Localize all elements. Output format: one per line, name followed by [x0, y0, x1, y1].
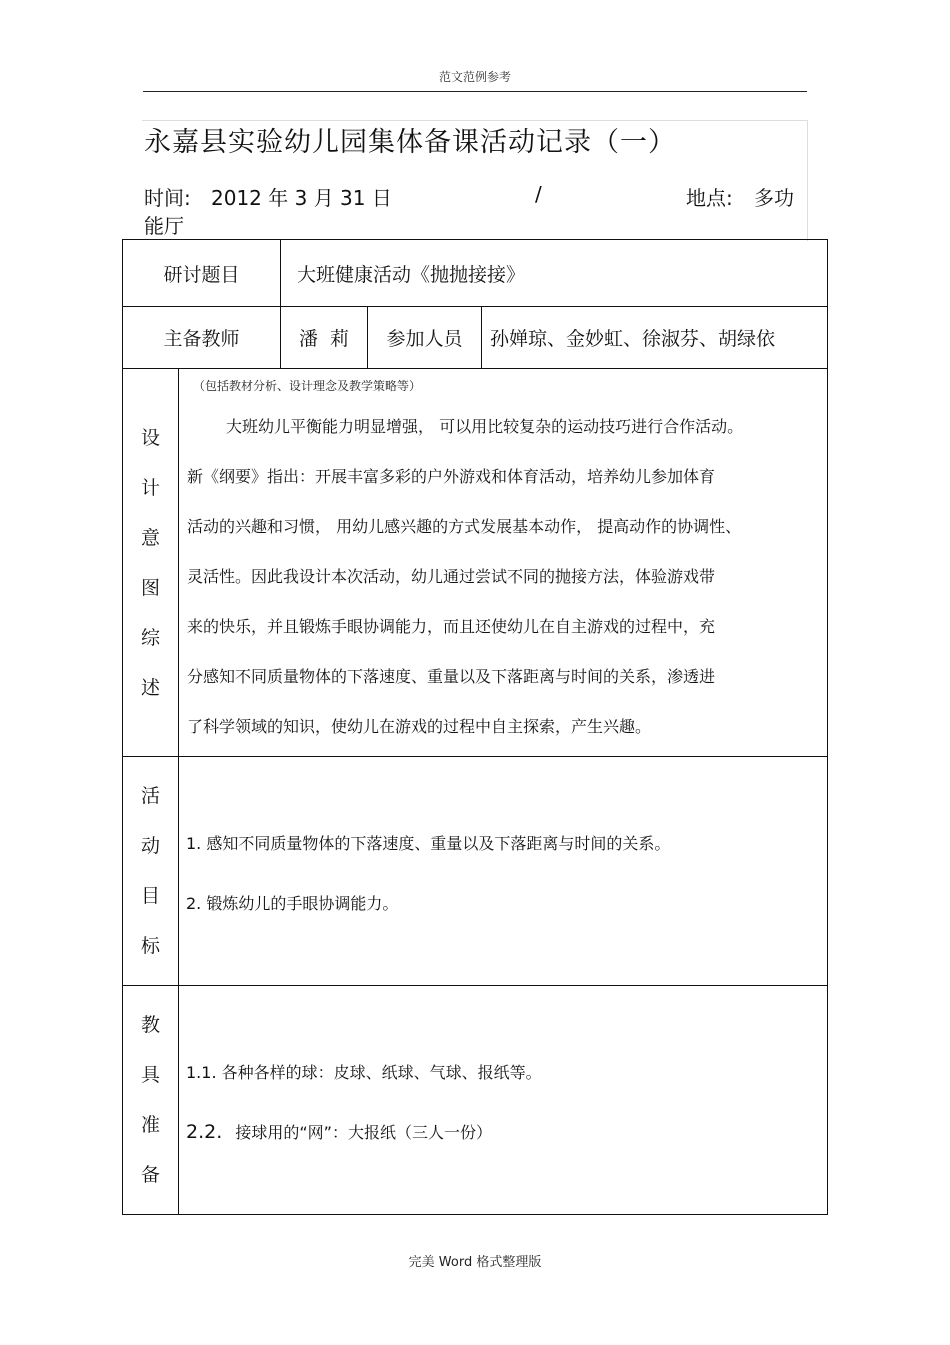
design-label-char: 设	[140, 426, 160, 449]
time-value: 2012 年 3 月 31 日	[211, 186, 392, 210]
place-label: 地点:	[686, 186, 733, 210]
goals-content	[179, 757, 828, 986]
goal-item: 1. 感知不同质量物体的下落速度、重量以及下落距离与时间的关系。	[186, 834, 671, 853]
material-item-2-text: 接球用的“网”：大报纸（三人一份）	[235, 1123, 492, 1142]
design-label	[123, 369, 179, 757]
design-label-char: 综	[140, 626, 160, 649]
design-label-char: 计	[140, 476, 160, 499]
design-row	[123, 369, 828, 757]
design-line: 分感知不同质量物体的下落速度、重量以及下落距离与时间的关系，渗透进	[187, 667, 716, 686]
materials-label-char: 教	[140, 1014, 160, 1036]
place-value-line2: 能厅	[144, 214, 184, 238]
material-item-1: 1.1. 各种各样的球：皮球、纸球、气球、报纸等。	[186, 1063, 542, 1082]
topic-row	[123, 240, 828, 307]
goals-row	[123, 757, 828, 986]
material-item-2-number: 2.2.	[186, 1121, 223, 1143]
materials-label-char: 具	[140, 1064, 160, 1086]
goals-label-char: 活	[140, 785, 160, 807]
materials-content	[179, 986, 828, 1215]
material-item-2	[186, 1120, 492, 1143]
header-rule	[143, 91, 807, 92]
materials-label	[123, 986, 179, 1215]
design-label-char: 图	[140, 576, 160, 599]
goals-label	[123, 757, 179, 986]
goals-label-char: 标	[140, 935, 160, 957]
meta-slash: /	[535, 182, 542, 206]
materials-label-char: 备	[140, 1164, 160, 1186]
goal-item: 2. 锻炼幼儿的手眼协调能力。	[186, 894, 399, 913]
design-label-char: 意	[140, 526, 160, 549]
design-line: 新《纲要》指出：开展丰富多彩的户外游戏和体育活动，培养幼儿参加体育	[187, 467, 716, 486]
page-footer: 完美 Word 格式整理版	[408, 1255, 542, 1270]
materials-label-char: 准	[140, 1114, 160, 1136]
materials-row	[123, 986, 828, 1215]
design-content	[179, 369, 828, 757]
design-line: 来的快乐，并且锻炼手眼协调能力，而且还使幼儿在自主游戏的过程中，充	[187, 617, 716, 636]
goals-label-char: 目	[140, 885, 160, 907]
participants-label: 参加人员	[368, 307, 482, 369]
place-value-line1: 多功	[754, 186, 794, 210]
page-header: 范文范例参考	[438, 70, 511, 84]
document-title: 永嘉县实验幼儿园集体备课活动记录（一）	[144, 127, 676, 158]
teacher-row	[123, 307, 828, 369]
record-table	[122, 239, 828, 1215]
design-line: 活动的兴趣和习惯， 用幼儿感兴趣的方式发展基本动作， 提高动作的协调性、	[187, 517, 742, 536]
design-line: 灵活性。因此我设计本次活动，幼儿通过尝试不同的抛接方法，体验游戏带	[187, 567, 716, 586]
topic-value: 大班健康活动《抛抛接接》	[281, 240, 828, 307]
topic-label: 研讨题目	[123, 240, 281, 307]
design-line: 大班幼儿平衡能力明显增强， 可以用比较复杂的运动技巧进行合作活动。	[226, 417, 744, 436]
design-line: 了科学领域的知识，使幼儿在游戏的过程中自主探索，产生兴趣。	[187, 717, 652, 736]
design-note: （包括教材分析、设计理念及教学策略等）	[193, 379, 422, 393]
time-label: 时间:	[144, 186, 191, 210]
goals-label-char: 动	[140, 835, 160, 857]
teacher-label: 主备教师	[123, 307, 281, 369]
participants-value: 孙婵琼、金妙虹、徐淑芬、胡绿依	[482, 307, 828, 369]
design-label-char: 述	[140, 676, 160, 699]
teacher-value: 潘 莉	[281, 307, 368, 369]
